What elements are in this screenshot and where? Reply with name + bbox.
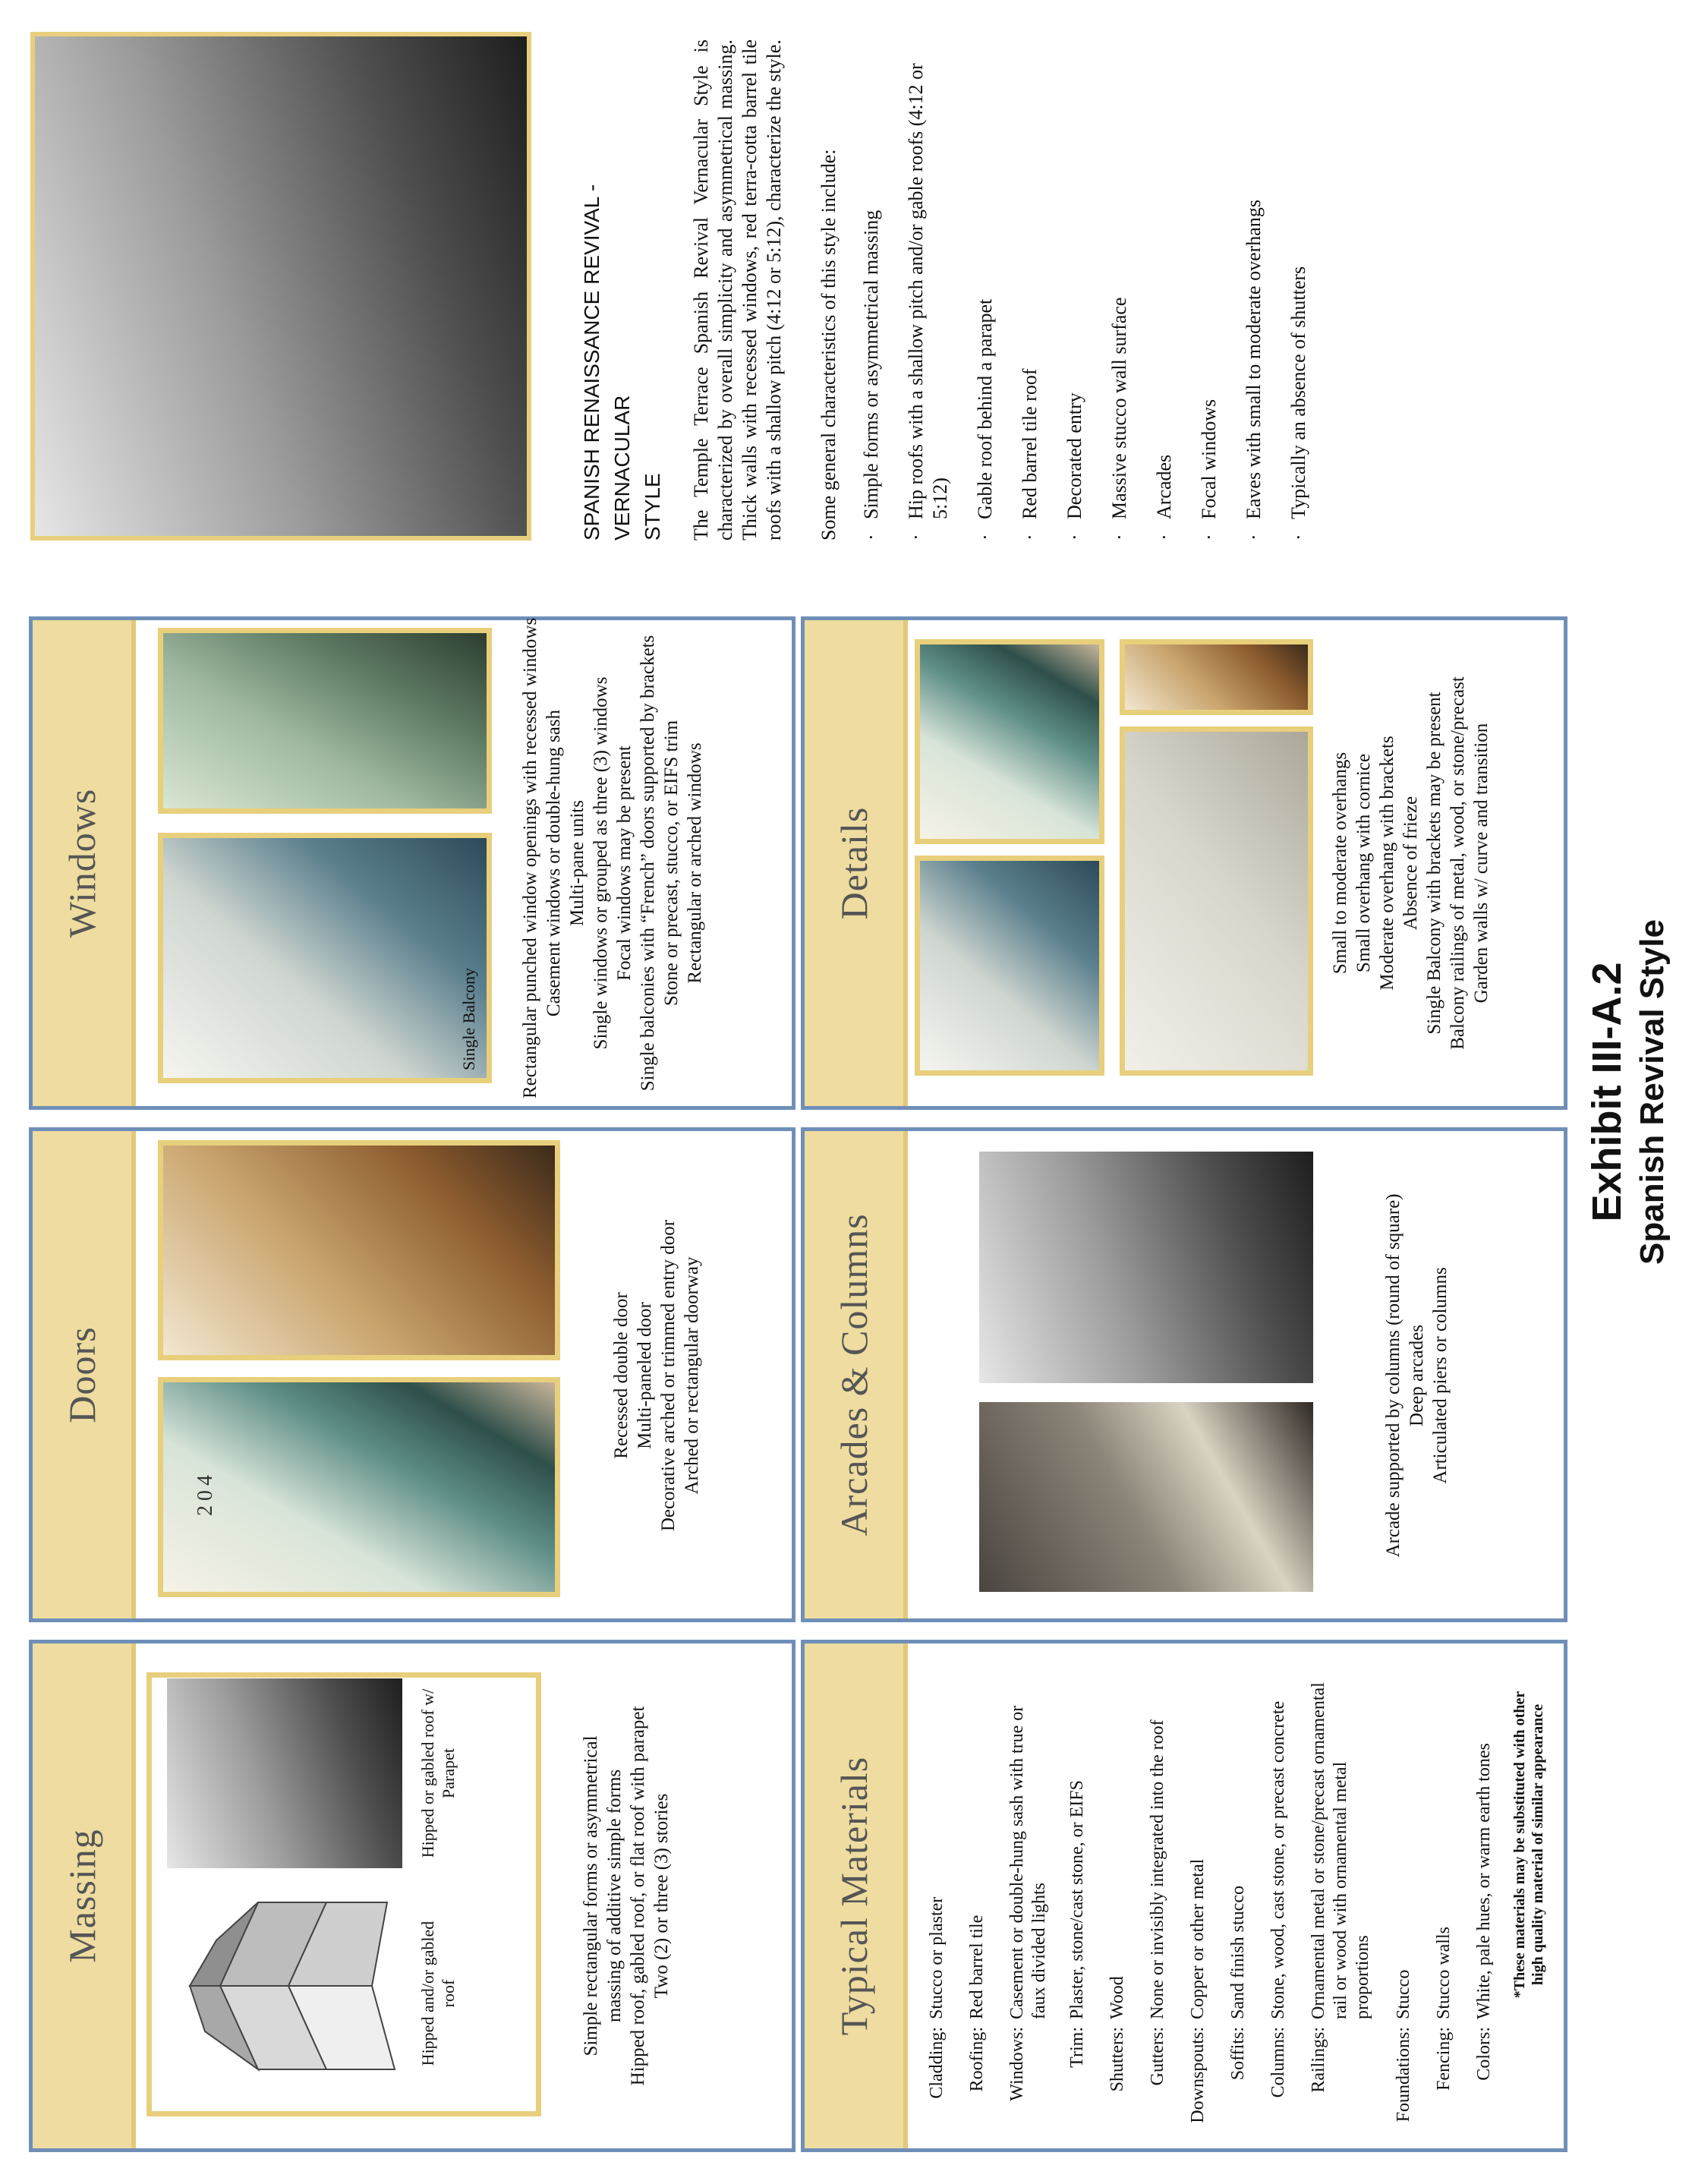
text-line: Simple rectangular forms or asymmetrical	[581, 1735, 601, 2056]
arcade-photo-colonnade	[979, 1402, 1313, 1592]
text-line: Deep arcades	[1407, 1325, 1427, 1426]
material-label: Cladding:	[927, 2027, 947, 2099]
characteristic-text: Focal windows	[1198, 399, 1220, 519]
material-row	[1066, 1681, 1089, 2135]
style-heading-line: STYLE	[641, 473, 664, 540]
arcade-photo-arches	[979, 1152, 1313, 1383]
historic-building-photo	[30, 32, 531, 540]
exhibit-number: Exhibit III-A.2	[1584, 962, 1630, 1222]
bullet-icon: ·	[974, 534, 996, 540]
photo-label: Single Balcony	[459, 967, 478, 1070]
style-heading	[577, 39, 668, 540]
text-line: Hipped roof, gabled roof, or flat roof with parapet	[628, 1706, 648, 2086]
text-line: Arcade supported by columns (round of square)	[1383, 1193, 1404, 1558]
text-line: Balcony railings of metal, wood, or stone/precast	[1448, 676, 1468, 1050]
massing-description	[579, 1659, 673, 2133]
window-photo-balcony	[158, 833, 492, 1083]
characteristic-item	[1152, 39, 1177, 540]
exhibit-subtitle: Spanish Revival Style	[1634, 919, 1671, 1265]
windows-panel	[29, 616, 796, 1110]
material-label: Roofing:	[967, 2027, 987, 2092]
characteristics-intro: Some general characteristics of this style include:	[818, 149, 840, 540]
characteristic-text: Arcades	[1153, 454, 1175, 519]
massing-caption-right: Hipped or gabled roof w/ Parapet	[418, 1688, 458, 1858]
text-line: Single balconies with “French” doors supported by brackets	[638, 635, 658, 1092]
characteristic-item	[1287, 39, 1311, 540]
material-row	[1433, 1681, 1455, 2135]
text-line: Moderate overhang with brackets	[1377, 736, 1397, 991]
material-row	[1147, 1681, 1169, 2135]
material-row	[1473, 1681, 1495, 2135]
material-value: Stucco walls	[1434, 1927, 1454, 2019]
material-row	[1268, 1681, 1290, 2135]
text-line: Focal windows may be present	[614, 745, 635, 981]
characteristic-item	[973, 39, 997, 540]
text-line: Rectangular or arched windows	[685, 742, 705, 984]
text-line: Single Balcony with brackets may be present	[1424, 692, 1445, 1035]
material-label: Foundations:	[1394, 2027, 1413, 2123]
text-line: Single windows or grouped as three (3) windows	[591, 676, 611, 1050]
text-line: Two (2) or three (3) stories	[651, 1793, 672, 1999]
door-number: 204	[194, 1470, 217, 1516]
exhibit-title	[1583, 0, 1674, 2184]
characteristic-item	[1197, 39, 1221, 540]
material-value: Stone, wood, cast stone, or precast concrete	[1268, 1700, 1288, 2019]
material-label: Columns:	[1268, 2027, 1288, 2098]
characteristic-text: Gable roof behind a parapet	[974, 298, 996, 519]
massing-title: Massing	[33, 1644, 136, 2148]
doors-title: Doors	[33, 1131, 136, 1618]
bullet-icon: ·	[1019, 534, 1041, 540]
material-value: Casement or double-hung sash with true or faux divided lights	[1007, 1705, 1049, 2019]
text-line: Multi-pane units	[567, 800, 588, 926]
material-label: Colors:	[1474, 2027, 1494, 2081]
materials-title: Typical Materials	[805, 1644, 908, 2148]
doors-panel	[29, 1127, 796, 1622]
text-line: Absence of frieze	[1400, 796, 1421, 931]
text-line: Multi-paneled door	[635, 1302, 655, 1449]
text-line: Small to moderate overhangs	[1330, 752, 1350, 975]
characteristic-item	[1107, 39, 1132, 540]
text-line: Stone or precast, stucco, or EIFS trim	[661, 720, 682, 1007]
materials-footnote	[1511, 1670, 1547, 2019]
characteristic-text: Hip roofs with a shallow pitch and/or gable roofs (4:12 or 5:12)	[905, 63, 951, 519]
material-value: Stucco or plaster	[927, 1896, 947, 2019]
massing-photo	[167, 1678, 402, 1868]
style-paragraph: The Temple Terrace Spanish Revival Vernacular Style is characterized by overall simplicity and asymmetrical massing. Thick walls with recessed windows, red terra-cotta barrel tile roofs with a shallow pitch (4:12 or 5:12), characterize the style.	[690, 39, 785, 540]
material-value: None or invisibly integrated into the roof	[1148, 1719, 1167, 2019]
text-line: Decorative arched or trimmed entry door	[658, 1219, 679, 1532]
hipped-roof-diagram	[175, 1880, 402, 2100]
text-line: massing of additive simple forms	[604, 1769, 625, 2023]
material-label: Railings:	[1309, 2027, 1328, 2093]
material-label: Shutters:	[1107, 2027, 1127, 2092]
text-line: Small overhang with cornice	[1353, 753, 1374, 973]
arcades-title: Arcades & Columns	[805, 1131, 908, 1618]
bullet-icon: ·	[860, 534, 882, 540]
details-panel	[801, 616, 1567, 1110]
bullet-icon: ·	[1153, 534, 1175, 540]
text-line: Rectangular punched window openings with recessed windows	[520, 617, 540, 1098]
material-row	[1227, 1681, 1249, 2135]
details-photo-awning	[915, 639, 1104, 844]
material-row	[1107, 1681, 1129, 2135]
text-line: Arched or rectangular doorway	[682, 1256, 702, 1495]
details-title: Details	[805, 620, 908, 1106]
doors-description	[610, 1148, 704, 1603]
details-photo-ornament	[1120, 639, 1313, 715]
material-value: Wood	[1107, 1976, 1127, 2019]
text-line: Casement windows or double-hung sash	[543, 709, 564, 1017]
materials-panel	[801, 1640, 1567, 2152]
material-value: White, pale hues, or warm earth tones	[1474, 1743, 1494, 2019]
windows-description	[518, 617, 707, 1098]
massing-panel	[29, 1640, 796, 2152]
arcades-description	[1382, 1148, 1452, 1603]
characteristic-text: Decorated entry	[1063, 392, 1085, 519]
material-row	[926, 1681, 948, 2135]
details-photo-garden-wall	[1120, 726, 1313, 1076]
characteristic-item	[859, 39, 884, 540]
material-row	[966, 1681, 988, 2135]
bullet-icon: ·	[1287, 534, 1309, 540]
bullet-icon: ·	[1243, 534, 1265, 540]
bullet-icon: ·	[905, 534, 927, 540]
material-row	[1007, 1681, 1051, 2135]
material-row	[1187, 1681, 1209, 2135]
window-photo-wall	[158, 628, 492, 814]
characteristic-text: Red barrel tile roof	[1019, 368, 1041, 519]
characteristic-text: Eaves with small to moderate overhangs	[1243, 200, 1265, 519]
text-line: Articulated piers or columns	[1430, 1267, 1451, 1484]
style-description	[577, 39, 1331, 540]
material-value: Sand finish stucco	[1228, 1886, 1248, 2019]
massing-caption-left: Hipped and/or gabled roof	[418, 1921, 458, 2066]
arcades-panel	[801, 1127, 1567, 1622]
style-heading-line: SPANISH RENAISSANCE REVIVAL - VERNACULAR	[580, 184, 634, 540]
windows-title: Windows	[33, 620, 136, 1106]
details-photo-balcony-columns	[915, 856, 1104, 1076]
material-value: Red barrel tile	[967, 1915, 987, 2019]
material-label: Soffits:	[1228, 2027, 1248, 2081]
material-value: Ornamental metal or stone/precast ornamental rail or wood with ornamental metal proportions	[1309, 1682, 1372, 2019]
massing-diagram-frame	[147, 1672, 541, 2116]
material-value: Plaster, stone/cast stone, or EIFS	[1067, 1780, 1087, 2019]
characteristic-text: Typically an absence of shutters	[1287, 266, 1309, 519]
characteristic-text: Simple forms or asymmetrical massing	[860, 210, 882, 519]
characteristics-list	[859, 39, 1311, 540]
material-value: Copper or other metal	[1188, 1858, 1208, 2019]
characteristic-text: Massive stucco wall surface	[1108, 297, 1130, 519]
bullet-icon: ·	[1108, 534, 1130, 540]
text-line: Recessed double door	[611, 1292, 632, 1459]
characteristic-item	[1063, 39, 1087, 540]
characteristic-item	[904, 39, 953, 540]
material-label: Trim:	[1067, 2027, 1087, 2068]
door-photo-wood	[158, 1140, 560, 1360]
material-label: Gutters:	[1148, 2027, 1167, 2086]
characteristic-item	[1242, 39, 1266, 540]
characteristic-item	[1018, 39, 1042, 540]
bullet-icon: ·	[1198, 534, 1220, 540]
material-label: Windows:	[1007, 2027, 1027, 2101]
footnote-line: high quality material of similar appearance	[1530, 1703, 1546, 1986]
material-label: Fencing:	[1434, 2027, 1454, 2091]
text-line: Garden walls w/ curve and transition	[1471, 723, 1492, 1004]
footnote-line: *These materials may be substituted with other	[1511, 1691, 1528, 1999]
material-row	[1393, 1681, 1415, 2135]
door-photo-green	[158, 1377, 560, 1597]
details-description	[1328, 628, 1493, 1098]
material-row	[1308, 1681, 1374, 2135]
material-label: Downspouts:	[1188, 2027, 1208, 2123]
bullet-icon: ·	[1063, 534, 1085, 540]
material-value: Stucco	[1394, 1969, 1413, 2019]
